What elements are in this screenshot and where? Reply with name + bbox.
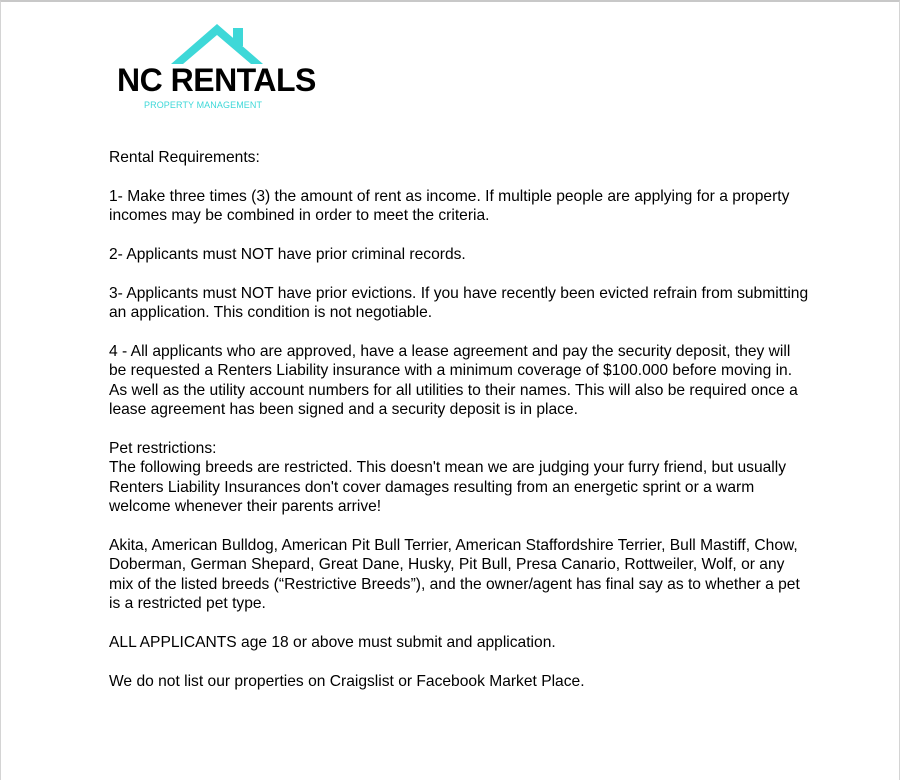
document-body (109, 148, 809, 691)
requirement-item: 3- Applicants must NOT have prior evictions. If you have recently been evicted refrain from submitting an application. This condition is not negotiable. (109, 284, 809, 322)
brand-tagline: PROPERTY MANAGEMENT (144, 100, 263, 110)
requirements-heading: Rental Requirements: (109, 149, 260, 166)
listing-notice: We do not list our properties on Craigslist or Facebook Market Place. (109, 672, 585, 690)
pet-restrictions-heading: Pet restrictions: (109, 440, 217, 458)
brand-name: NC RENTALS (117, 62, 316, 98)
requirement-item: 2- Applicants must NOT have prior criminal records. (109, 246, 466, 263)
age-notice: ALL APPLICANTS age 18 or above must submit and application. (109, 634, 556, 652)
restricted-breeds-list: Akita, American Bulldog, American Pit Bull Terrier, American Staffordshire Terrier, Bull Mastiff, Chow, Doberman, German Shepard, Great Dane, Husky, Pit Bull, Presa Canario, Rottweiler, Wolf, or any mix of the listed breeds (“Restrictive Breeds”), and the owner/agent has final say as to whether a pet is a restricted pet type. (109, 537, 800, 613)
pet-restrictions-intro: The following breeds are restricted. This doesn't mean we are judging your furry friend, but usually Renters Liability Insurances don't cover damages resulting from an energetic sprint or a warm welcome whenever their parents arrive! (109, 459, 787, 516)
company-logo (113, 20, 323, 115)
requirement-item: 4 - All applicants who are approved, have a lease agreement and pay the security deposit, they will be requested a Renters Liability insurance with a minimum coverage of $100.000 before moving in. As well as the utility account numbers for all utilities to their names. This will also be required once a lease agreement has been signed and a security deposit is in place. (109, 343, 798, 419)
requirement-item: 1- Make three times (3) the amount of rent as income. If multiple people are applying for a property incomes may be combined in order to meet the criteria. (109, 187, 790, 225)
house-roof-icon (171, 22, 263, 66)
